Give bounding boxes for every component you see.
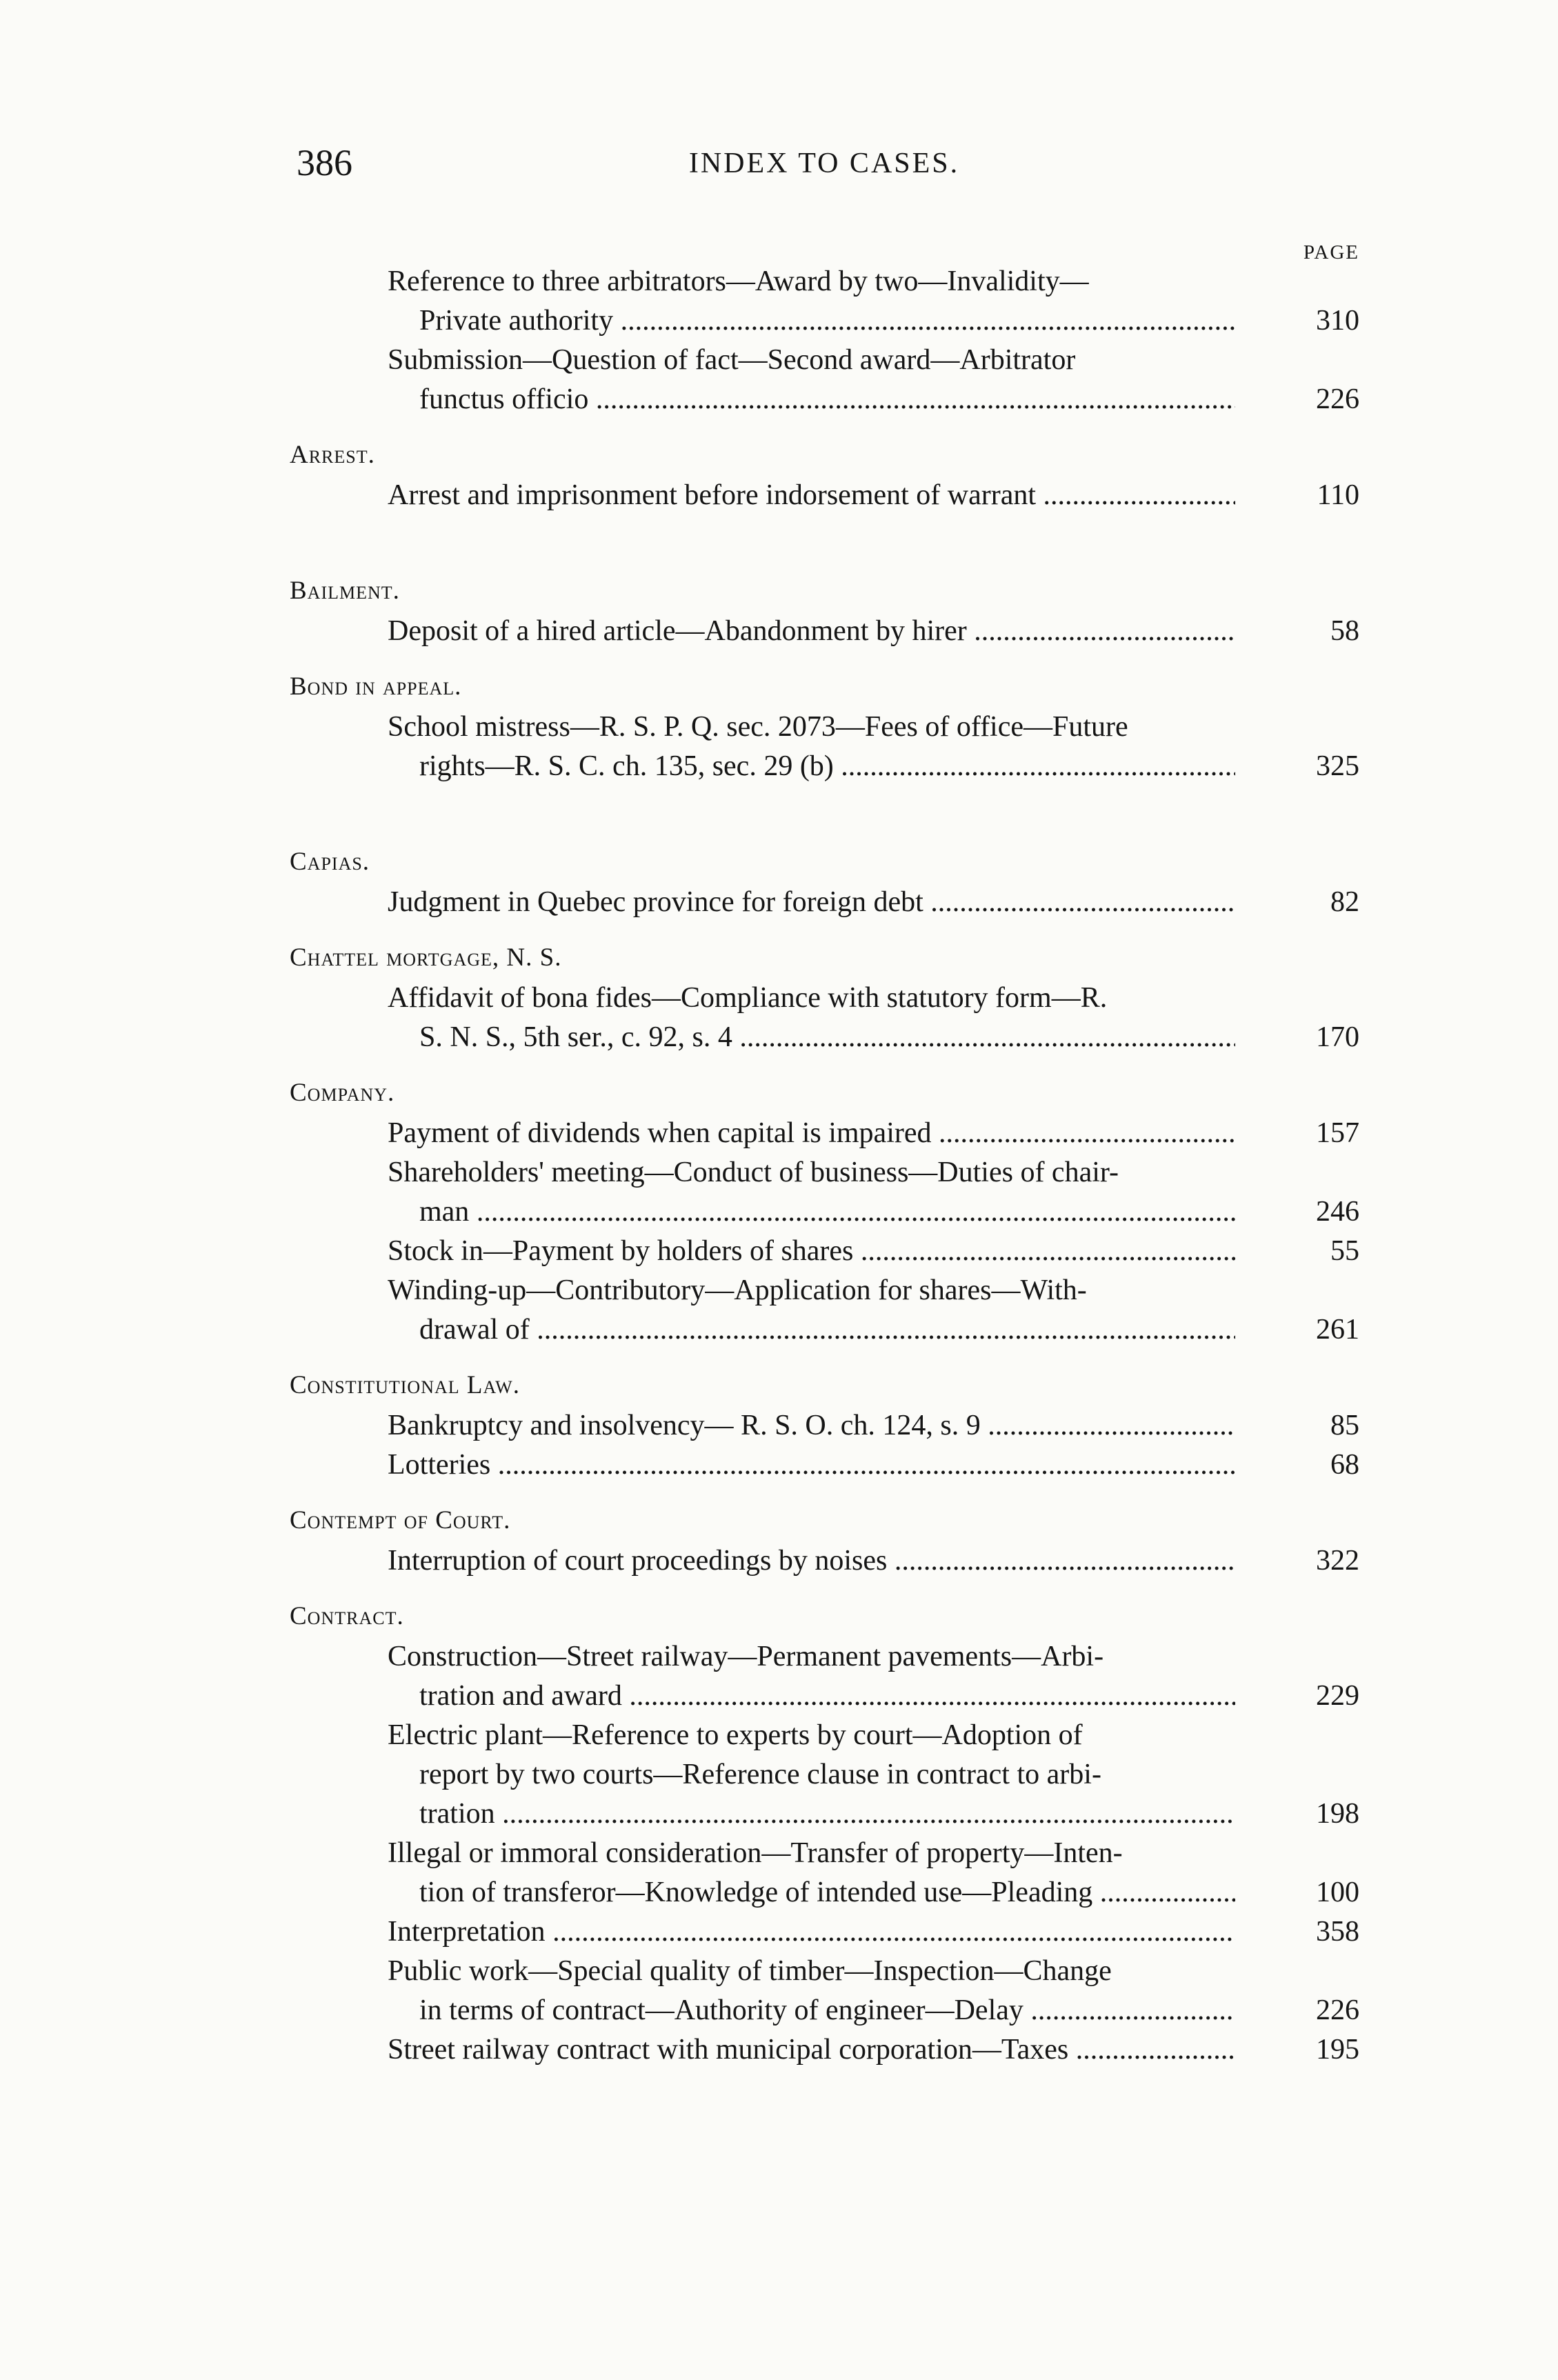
entry-line: Interruption of court proceedings by noises ..... [388,1541,1235,1581]
entry-page-number: 157 [1316,1117,1359,1149]
index-entry [388,979,1359,1057]
entry-line: S. N. S., 5th ser., c. 92, s. 4 ..... [388,1018,1235,1057]
entry-line: tration ..... [388,1794,1235,1834]
index-entry [388,1271,1359,1350]
index-entry [388,1637,1359,1716]
section-heading: Capias. [290,848,370,876]
entry-line: Payment of dividends when capital is impaired ..... [388,1114,1235,1153]
entry-line: Affidavit of bona fides—Compliance with statutory form—R. [388,982,1108,1014]
index-entry [388,1834,1359,1912]
entry-line: Reference to three arbitrators—Award by two—Invalidity— [388,266,1089,297]
entry-page-number: 110 [1317,479,1359,511]
index-entry [388,1406,1359,1446]
index-entry [388,476,1359,515]
entry-line: rights—R. S. C. ch. 135, sec. 29 (b) ..... [388,747,1235,786]
entry-page-number: 68 [1330,1449,1359,1481]
index-entry [388,612,1359,651]
entry-line: Street railway contract with municipal corporation—Taxes ..... [388,2030,1235,2070]
section-heading: Bond in appeal. [290,672,462,701]
entry-page-number: 82 [1330,886,1359,918]
entry-page-number: 261 [1316,1314,1359,1346]
index-entry [388,1114,1359,1153]
entry-page-number: 85 [1330,1410,1359,1441]
section-heading: Constitutional Law. [290,1371,520,1399]
entry-page-number: 195 [1316,2034,1359,2066]
entry-line: tration and award ..... [388,1677,1235,1716]
entry-page-number: 229 [1316,1680,1359,1712]
index-entry [388,1716,1359,1834]
index-entry [388,2030,1359,2070]
entry-line: Submission—Question of fact—Second award—Arbitrator [388,344,1076,376]
index-entry [388,1153,1359,1232]
index-entry [388,1912,1359,1952]
entry-line: School mistress—R. S. P. Q. sec. 2073—Fees of office—Future [388,711,1128,743]
entry-line: report by two courts—Reference clause in contract to arbi- [419,1759,1101,1790]
index-entry [388,341,1359,419]
section-heading: Contempt of Court. [290,1506,511,1534]
entry-page-number: 198 [1316,1798,1359,1830]
index-entry [388,1232,1359,1271]
entry-page-number: 226 [1316,1994,1359,2026]
entry-line: Winding-up—Contributory—Application for shares—With- [388,1274,1087,1306]
running-title: INDEX TO CASES. [688,148,960,179]
section-heading: Contract. [290,1602,404,1630]
section-heading: Chattel mortgage, N. S. [290,943,562,972]
page-column-label: PAGE [1303,241,1359,263]
section-heading: Bailment. [290,577,400,605]
section-heading: Arrest. [290,441,375,469]
entry-line: Shareholders' meeting—Conduct of business—Duties of chair- [388,1157,1119,1188]
entry-page-number: 170 [1316,1021,1359,1053]
entry-page-number: 226 [1316,383,1359,415]
entry-page-number: 358 [1316,1916,1359,1948]
entry-line: Arrest and imprisonment before indorsement of warrant ..... [388,476,1235,515]
entry-line: Interpretation ..... [388,1912,1235,1952]
entry-line: in terms of contract—Authority of engineer—Delay ..... [388,1991,1235,2030]
entry-line: Lotteries ..... [388,1446,1235,1485]
entry-page-number: 55 [1330,1235,1359,1267]
entry-line: Stock in—Payment by holders of shares ..... [388,1232,1235,1271]
index-entry [388,1541,1359,1581]
entry-page-number: 58 [1330,615,1359,647]
entry-page-number: 310 [1316,305,1359,337]
entry-line: Illegal or immoral consideration—Transfer of property—Inten- [388,1837,1123,1869]
entry-line: Bankruptcy and insolvency— R. S. O. ch. 124, s. 9 ..... [388,1406,1235,1446]
entry-line: Construction—Street railway—Permanent pavements—Arbi- [388,1641,1104,1672]
section-heading: Company. [290,1079,395,1107]
entry-line: Electric plant—Reference to experts by court—Adoption of [388,1719,1083,1751]
index-entry [388,708,1359,786]
entry-line: tion of transferor—Knowledge of intended use—Pleading ..... [388,1873,1235,1912]
entry-line: Private authority ..... [388,301,1235,341]
entry-page-number: 100 [1316,1877,1359,1908]
entry-page-number: 246 [1316,1196,1359,1228]
entry-line: Judgment in Quebec province for foreign debt ..... [388,883,1235,922]
entry-line: functus officio ..... [388,380,1235,419]
index-entry [388,883,1359,922]
entry-page-number: 325 [1316,750,1359,782]
index-entry [388,1952,1359,2030]
page-number: 386 [297,142,352,183]
page-header [297,141,1352,197]
entry-line: drawal of ..... [388,1310,1235,1350]
entry-line: Deposit of a hired article—Abandonment by hirer ..... [388,612,1235,651]
entry-line: man ..... [388,1192,1235,1232]
index-list [290,262,1359,2070]
index-entry [388,262,1359,341]
entry-page-number: 322 [1316,1545,1359,1577]
entry-line: Public work—Special quality of timber—Inspection—Change [388,1955,1112,1987]
index-entry [388,1446,1359,1485]
